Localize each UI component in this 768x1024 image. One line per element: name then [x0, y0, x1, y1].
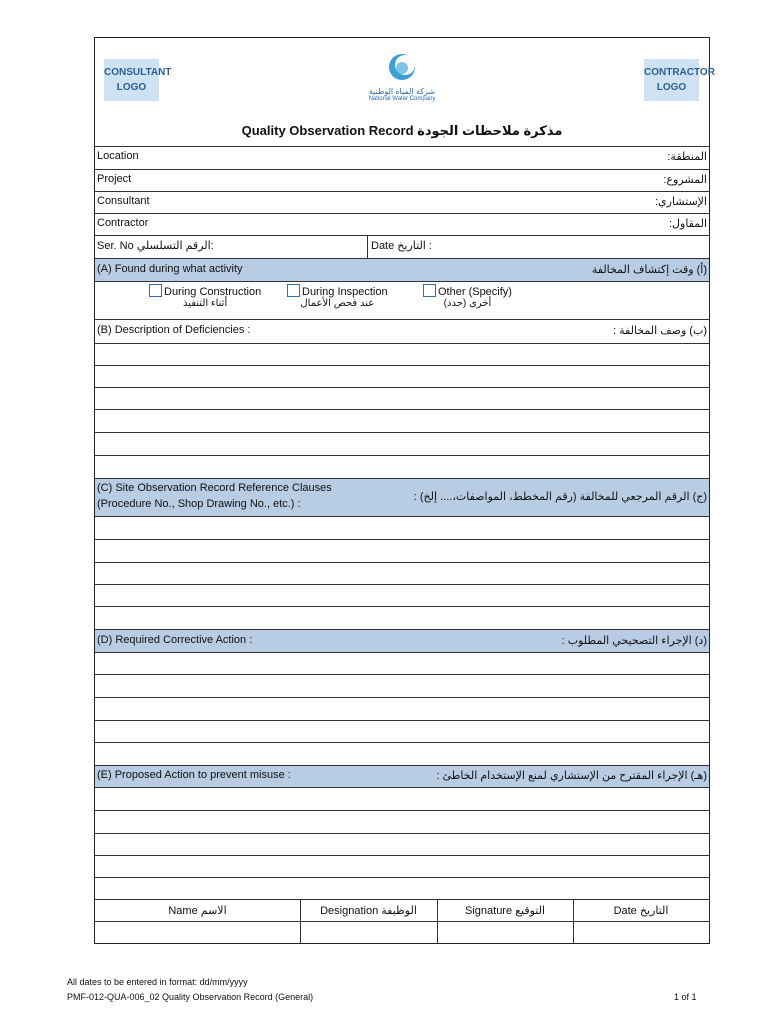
serno-label: Ser. No الرقم التسلسلي:: [97, 240, 214, 252]
location-row[interactable]: [95, 146, 709, 169]
contractor-label: Contractor: [97, 217, 149, 229]
divider: [367, 236, 368, 259]
location-label: Location: [97, 150, 139, 162]
signature-header: Signature التوقيع: [465, 905, 545, 917]
page-number: 1 of 1: [674, 992, 697, 1002]
section-c-title: (C) Site Observation Record Reference Clauses: [97, 482, 332, 494]
writing-line[interactable]: [95, 387, 709, 388]
section-b-title: (B) Description of Deficiencies :: [97, 324, 251, 336]
company-name-en: National Water Company: [368, 96, 436, 102]
writing-line[interactable]: [95, 409, 709, 410]
consultant-label: Consultant: [97, 195, 150, 207]
date-label: Date التاريخ :: [371, 240, 432, 252]
document-id: PMF-012-QUA-006_02 Quality Observation Record (General): [67, 992, 314, 1002]
project-label: Project: [97, 173, 132, 185]
date-header: Date التاريخ: [613, 905, 669, 917]
writing-line[interactable]: [95, 697, 709, 698]
writing-line[interactable]: [95, 606, 709, 607]
signature-cell[interactable]: [437, 922, 573, 943]
writing-line[interactable]: [95, 365, 709, 366]
writing-line[interactable]: [95, 833, 709, 834]
section-a-title: (A) Found during what activity: [97, 263, 243, 275]
writing-line[interactable]: [95, 742, 709, 743]
consultant-label-ar: الإستشاري:: [654, 196, 707, 208]
section-a-title-ar: (أ) وقت إكتشاف المخالفة: [591, 264, 707, 276]
writing-line[interactable]: [95, 720, 709, 721]
writing-line[interactable]: [95, 432, 709, 433]
checkbox-icon[interactable]: [149, 284, 162, 297]
location-label-ar: المنطقة:: [667, 151, 707, 163]
quality-observation-form: [94, 37, 715, 944]
page-title: Quality Observation Record مذكرة ملاحظات الجودة: [241, 123, 563, 138]
section-d-title: (D) Required Corrective Action :: [97, 634, 253, 646]
designation-header: Designation الوظيفة: [320, 905, 417, 917]
name-cell[interactable]: [95, 922, 300, 943]
serno-date-row[interactable]: [95, 235, 709, 258]
during-inspection-option[interactable]: During Inspection عند فحص الأعمال: [287, 284, 388, 309]
section-b-header: [95, 319, 709, 343]
section-b-title-ar: (ب) وصف المخالفة :: [613, 325, 707, 337]
writing-line[interactable]: [95, 787, 709, 788]
section-e-header: [95, 765, 709, 787]
contractor-label-ar: المقاول:: [668, 218, 707, 230]
date-cell[interactable]: [573, 922, 709, 943]
section-d-title-ar: (د) الإجراء التصحيحي المطلوب :: [561, 635, 707, 647]
writing-line[interactable]: [95, 877, 709, 878]
writing-line[interactable]: [95, 343, 709, 344]
activity-options: [95, 281, 709, 319]
writing-line[interactable]: [95, 562, 709, 563]
checkbox-icon[interactable]: [287, 284, 300, 297]
writing-line[interactable]: [95, 652, 709, 653]
contractor-logo: CONTRACTOR LOGO: [644, 59, 699, 101]
consultant-row[interactable]: [95, 191, 709, 213]
date-format-note: All dates to be entered in format: dd/mm/yyyy: [67, 977, 248, 987]
writing-line[interactable]: [95, 455, 709, 456]
company-logo: [357, 52, 447, 103]
writing-line[interactable]: [95, 516, 709, 517]
signature-table-top: [95, 899, 709, 900]
writing-line[interactable]: [95, 539, 709, 540]
section-d-header: [95, 629, 709, 652]
writing-line[interactable]: [95, 584, 709, 585]
project-row[interactable]: [95, 169, 709, 191]
section-e-title: (E) Proposed Action to prevent misuse :: [97, 769, 291, 781]
section-a-header: [95, 258, 709, 281]
designation-cell[interactable]: [300, 922, 437, 943]
water-drop-icon: [385, 52, 419, 82]
section-c-subtitle: (Procedure No., Shop Drawing No., etc.) :: [97, 498, 301, 510]
other-specify-option[interactable]: Other (Specify) أخرى (حدد): [423, 284, 512, 309]
section-c-title-ar: (ج) الرقم المرجعي للمخالفة (رقم المخطط، المواصفات،.... إلخ) :: [413, 491, 707, 503]
project-label-ar: المشروع:: [663, 174, 707, 186]
name-header: Name الاسم: [168, 905, 227, 917]
writing-line[interactable]: [95, 674, 709, 675]
during-construction-option[interactable]: During Construction أثناء التنفيذ: [149, 284, 261, 309]
checkbox-icon[interactable]: [423, 284, 436, 297]
writing-line[interactable]: [95, 855, 709, 856]
company-name-ar: شركة المياه الوطنية: [368, 87, 436, 96]
writing-line[interactable]: [95, 810, 709, 811]
consultant-logo: CONSULTANT LOGO: [104, 59, 159, 101]
contractor-row[interactable]: [95, 213, 709, 235]
section-e-title-ar: (هـ) الإجراء المقترح من الإستشاري لمنع الإستخدام الخاطئ :: [436, 770, 707, 782]
section-c-header: [95, 478, 709, 516]
